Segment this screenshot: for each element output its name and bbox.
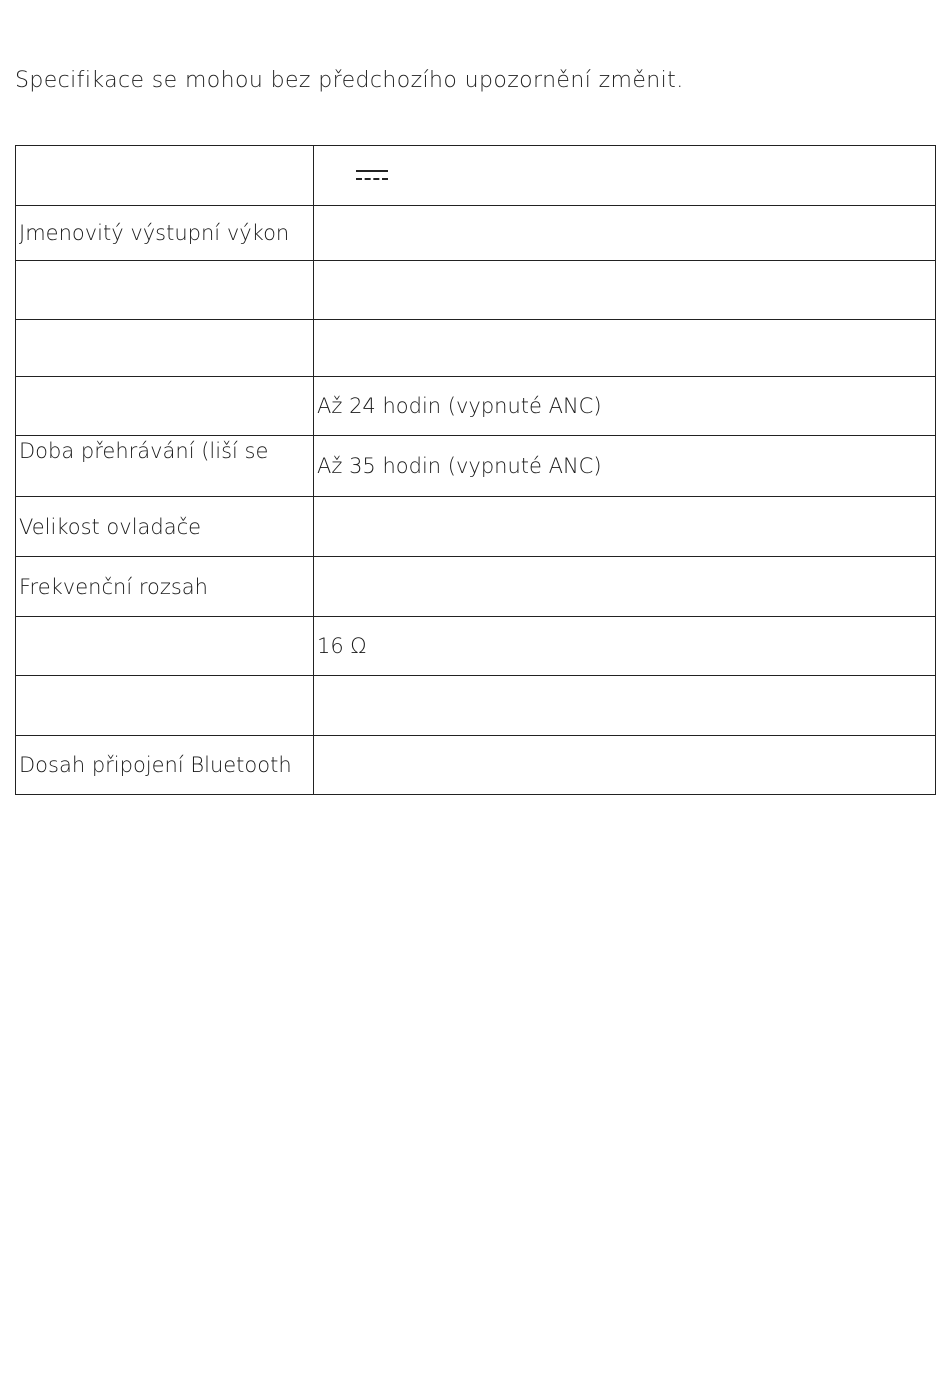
- spec-label: [16, 377, 314, 436]
- spec-value: Až 24 hodin (vypnuté ANC): [314, 377, 936, 436]
- spec-value: [314, 497, 936, 557]
- spec-label: [16, 617, 314, 676]
- table-row: [16, 377, 936, 436]
- table-row: [16, 146, 936, 206]
- dc-current-icon: [356, 168, 388, 184]
- spec-label: [16, 146, 314, 206]
- spec-value: [314, 736, 936, 795]
- spec-label: Doba přehrávání (liší se: [16, 436, 314, 497]
- spec-value: [314, 320, 936, 377]
- table-row: [16, 436, 936, 497]
- spec-value: [314, 557, 936, 617]
- spec-value: [314, 676, 936, 736]
- table-row: [16, 617, 936, 676]
- table-row: [16, 676, 936, 736]
- table-row: [16, 261, 936, 320]
- spec-label: [16, 261, 314, 320]
- specs-notice: Specifikace se mohou bez předchozího upozornění změnit.: [15, 68, 684, 93]
- table-row: [16, 736, 936, 795]
- spec-label: Velikost ovladače: [16, 497, 314, 557]
- spec-value: [314, 206, 936, 261]
- spec-label: [16, 320, 314, 377]
- spec-value: 16 Ω: [314, 617, 936, 676]
- table-row: [16, 497, 936, 557]
- spec-value: Až 35 hodin (vypnuté ANC): [314, 436, 936, 497]
- table-row: [16, 320, 936, 377]
- spec-label: Dosah připojení Bluetooth: [16, 736, 314, 795]
- spec-value: [314, 146, 936, 206]
- specifications-table: [15, 145, 936, 795]
- table-row: [16, 206, 936, 261]
- spec-label: [16, 676, 314, 736]
- table-row: [16, 557, 936, 617]
- spec-label: Jmenovitý výstupní výkon: [16, 206, 314, 261]
- spec-value: [314, 261, 936, 320]
- spec-label: Frekvenční rozsah: [16, 557, 314, 617]
